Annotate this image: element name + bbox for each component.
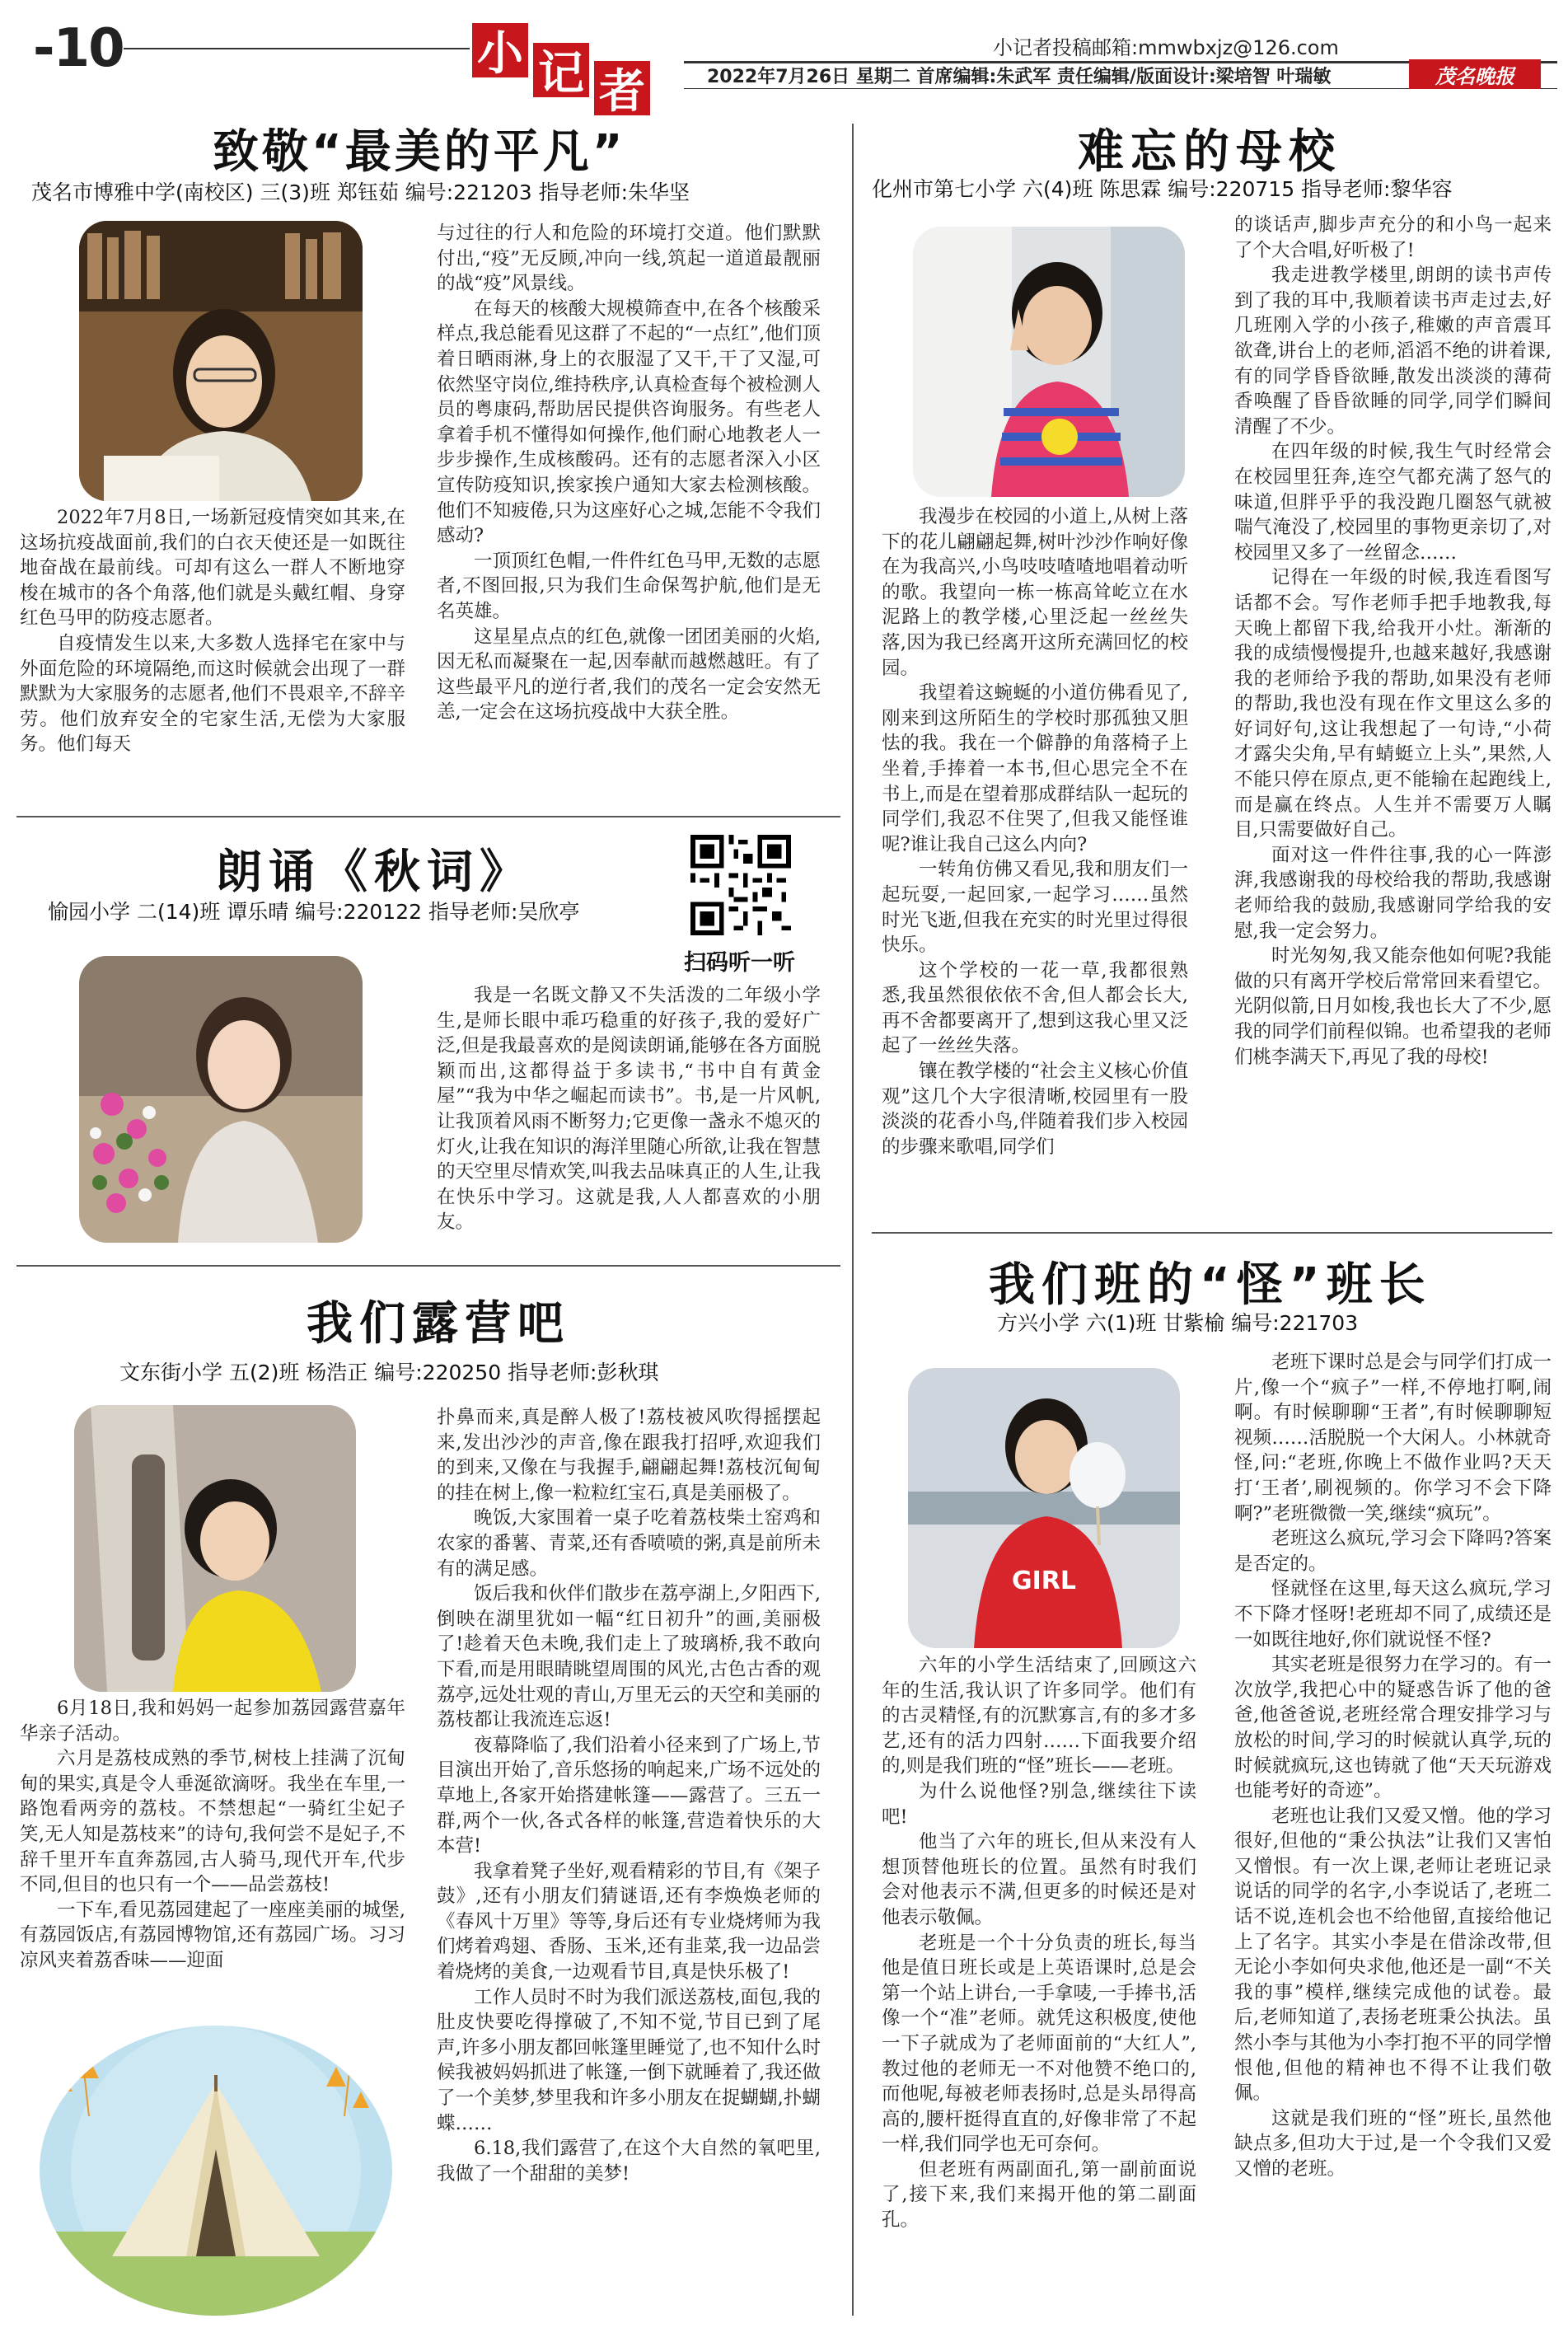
paragraph: 面对这一件件往事,我的心一阵澎湃,我感谢我的母校给我的帮助,我感谢老师给我的鼓励,我感谢同学给我的安慰,我一定会努力。 <box>1234 844 1552 942</box>
article-body-col2 <box>437 221 821 806</box>
column-char-1: 小 <box>472 23 528 77</box>
article-byline: 方兴小学 六(1)班 甘紫榆 编号:221703 <box>997 1311 1359 1335</box>
author-photo <box>908 1368 1180 1648</box>
author-photo <box>74 1405 356 1692</box>
issue-meta: 2022年7月26日 星期二 首席编辑:朱武军 责任编辑/版面设计:梁培智 叶瑞敏 <box>707 67 1332 87</box>
article-body-col1 <box>20 1696 405 2026</box>
paragraph: 一转角仿佛又看见,我和朋友们一起玩耍,一起回家,一起学习……虽然时光飞逝,但我在充实的时光里过得很快乐。 <box>882 859 1188 957</box>
paragraph: 的谈话声,脚步声充分的和小鸟一起来了个大合唱,好听极了! <box>1234 214 1552 261</box>
column-title <box>472 23 650 119</box>
paragraph: 在每天的核酸大规模筛查中,在各个核酸采样点,我总能看见这群了不起的“一点红”,他们顶着日晒雨淋,身上的衣服湿了又干,干了又湿,可依然坚守岗位,维持秩序,认真检查每个被检测人员的粤康码,帮助居民提供咨询服务。有些老人拿着手机不懂得如何操作,他们耐心地教老人一步步操作,生成核酸码。还有的志愿者深入小区宣传防疫知识,挨家挨户通知大家去检测核酸。他们不知疲倦,只为这座好心之城,怎能不令我们感动? <box>437 297 821 547</box>
article-byline: 愉园小学 二(14)班 谭乐晴 编号:220122 指导老师:吴欣亭 <box>48 900 580 924</box>
author-photo <box>79 221 363 501</box>
paragraph: 晚饭,大家围着一桌子吃着荔枝柴土窑鸡和农家的番薯、青菜,还有香喷喷的粥,真是前所未有的满足感。 <box>437 1507 821 1580</box>
paragraph: 2022年7月8日,一场新冠疫情突如其来,在这场抗疫战面前,我们的白衣天使还是一如既往地奋战在最前线。可却有这么一群人不断地穿梭在城市的各个角落,他们就是头戴红帽、身穿红色马甲的防疫志愿者。 <box>20 507 405 630</box>
paragraph: 这个学校的一花一草,我都很熟悉,我虽然很依依不舍,但人都会长大,再不舍都要离开了,想到这我心里又泛起了一丝丝失落。 <box>882 959 1188 1057</box>
paragraph: 六年的小学生活结束了,回顾这六年的生活,我认识了许多同学。他们有的古灵精怪,有的沉默寡言,有的多才多艺,还有的活力四射……下面我要介绍的,则是我们班的“怪”班长——老班。 <box>882 1655 1196 1778</box>
column-divider <box>852 124 854 2316</box>
paragraph: 6月18日,我和妈妈一起参加荔园露营嘉年华亲子活动。 <box>20 1698 405 1745</box>
paragraph: 一顶顶红色帽,一件件红色马甲,无数的志愿者,不图回报,只为我们生命保驾护航,他们是无名英雄。 <box>437 550 821 622</box>
submission-email: 小记者投稿邮箱:mmwbxjz@126.com <box>993 36 1339 59</box>
article-title: 我们露营吧 <box>307 1297 570 1351</box>
article-body-col2 <box>1234 213 1552 1226</box>
paragraph: 我漫步在校园的小道上,从树上落下的花儿翩翩起舞,树叶沙沙作响好像在为我高兴,小鸟吱吱喳喳地唱着动听的歌。我望向一栋一栋高耸屹立在水泥路上的教学楼,心里泛起一丝丝失落,因为我已经离开这所充满回忆的校园。 <box>882 506 1188 679</box>
paragraph: 老班也让我们又爱又憎。他的学习很好,但他的“秉公执法”让我们又害怕又憎恨。有一次上课,老师让老班记录说话的同学的名字,小李说话了,老班二话不说,连机会也不给他留,直接给他记上了名字。其实小李是在借涂改带,但无论小李如何央求他,他还是一副“不关我的事”模样,继续完成他的试卷。最后,老师知道了,表扬老班秉公执法。虽然小李与其他为小李打抱不平的同学憎恨他,但他的精神也不得不让我们敬佩。 <box>1234 1805 1552 2105</box>
article-body-col1 <box>20 505 405 810</box>
paragraph: 这就是我们班的“怪”班长,虽然他缺点多,但功大于过,是一个令我们又爱又憎的老班。 <box>1234 2107 1552 2180</box>
article-title: 朗诵《秋词》 <box>216 845 532 899</box>
section-divider <box>16 1265 840 1267</box>
paragraph: 老班这么疯玩,学习会下降吗?答案是否定的。 <box>1234 1528 1552 1575</box>
paragraph: 但老班有两副面孔,第一副前面说了,接下来,我们来揭开他的第二副面孔。 <box>882 2158 1196 2232</box>
qr-label: 扫码听一听 <box>684 950 795 976</box>
paragraph: 时光匆匆,我又能奈他如何呢?我能做的只有离开学校后常常回来看望它。光阴似箭,日月如梭,我也长大了不少,愿我的同学们前程似锦。也希望我的老师们桃李满天下,再见了我的母校! <box>1234 945 1552 1068</box>
svg-text:GIRL: GIRL <box>1012 1567 1077 1595</box>
column-char-3: 者 <box>594 61 650 115</box>
newspaper-logo: 茂名晚报 <box>1409 59 1541 89</box>
author-photo <box>79 956 363 1243</box>
paragraph: 我走进教学楼里,朗朗的读书声传到了我的耳中,我顺着读书声走过去,好几班刚入学的小孩子,稚嫩的声音震耳欲聋,讲台上的老师,滔滔不绝的讲着课,有的同学昏昏欲睡,散发出淡淡的薄荷香唤醒了昏昏欲睡的同学,同学们瞬间清醒了不少。 <box>1234 265 1552 438</box>
paragraph: 其实老班是很努力在学习的。有一次放学,我把心中的疑惑告诉了他的爸爸,他爸爸说,老班经常合理安排学习与放松的时间,学习的时候就认真学,玩的时候就疯玩,这也铸就了他“天天玩游戏也能考好的奇迹”。 <box>1234 1654 1552 1802</box>
paragraph: 这星星点点的红色,就像一团团美丽的火焰,因无私而凝聚在一起,因奉献而越燃越旺。有了这些最平凡的逆行者,我们的茂名一定会安然无恙,一定会在这场抗疫战中大获全胜。 <box>437 625 821 724</box>
paragraph: 在四年级的时候,我生气时经常会在校园里狂奔,连空气都充满了怒气的味道,但胖乎乎的我没跑几圈怒气就被喘气淹没了,校园里的事物更亲切了,对校园里又多了一丝留念…… <box>1234 441 1552 564</box>
paragraph: 饭后我和伙伴们散步在荔亭湖上,夕阳西下,倒映在湖里犹如一幅“红日初升”的画,美丽极了!趁着天色未晚,我们走上了玻璃桥,我不敢向下看,而是用眼睛眺望周围的风光,古色古香的观荔亭,远处壮观的青山,万里无云的天空和美丽的荔枝都让我流连忘返! <box>437 1583 821 1731</box>
paragraph: 记得在一年级的时候,我连看图写话都不会。写作老师手把手地教我,每天晚上都留下我,给我开小灶。渐渐的我的成绩慢慢提升,也越来越好,我感谢我的老师给予我的帮助,如果没有老师的帮助,我也没有现在作文里这么多的好词好句,这让我想起了一句诗,“小荷才露尖尖角,早有蜻蜓立上头”,果然,人不能只停在原点,更不能输在起跑线上,而是赢在终点。人生并不需要万人瞩目,只需要做好自己。 <box>1234 567 1552 841</box>
paragraph: 扑鼻而来,真是醉人极了!荔枝被风吹得摇摆起来,发出沙沙的声音,像在跟我打招呼,欢迎我们的到来,又像在与我握手,翩翩起舞!荔枝沉甸甸的挂在树上,像一粒粒红宝石,真是美丽极了。 <box>437 1407 821 1504</box>
paragraph: 与过往的行人和危险的环境打交道。他们默默付出,“疫”无反顾,冲向一线,筑起一道道最靓丽的战“疫”风景线。 <box>437 222 821 295</box>
paragraph: 他当了六年的班长,但从来没有人想顶替他班长的位置。虽然有时我们会对他表示不满,但更多的时候还是对他表示敬佩。 <box>882 1831 1196 1928</box>
page-number: -10 <box>33 18 124 79</box>
camping-illustration <box>40 2026 392 2316</box>
paragraph: 怪就怪在这里,每天这么疯玩,学习不下降才怪呀!老班却不同了,成绩还是一如既往地好,你们就说怪不怪? <box>1234 1578 1552 1651</box>
paragraph: 镶在教学楼的“社会主义核心价值观”这几个大字很清晰,校园里有一股淡淡的花香小鸟,伴随着我们步入校园的步骤来歌唱,同学们 <box>882 1061 1188 1158</box>
paragraph: 工作人员时不时为我们派送荔枝,面包,我的肚皮快要吃得撑破了,不知不觉,节目已到了尾声,许多小朋友都回帐篷里睡觉了,也不知什么时候我被妈妈抓进了帐篷,一倒下就睡着了,我还做了一个美梦,梦里我和许多小朋友在捉蝴蝴,扑蝴蝶…… <box>437 1986 821 2134</box>
article-body-col1 <box>882 1653 1196 2312</box>
header-rule <box>124 48 470 49</box>
article-byline: 茂名市博雅中学(南校区) 三(3)班 郑钰茹 编号:221203 指导老师:朱华坚 <box>31 180 690 204</box>
article-title: 我们班的“怪”班长 <box>989 1258 1432 1312</box>
paragraph: 我望着这蜿蜒的小道仿佛看见了,刚来到这所陌生的学校时那孤独又胆怯的我。我在一个僻静的角落椅子上坐着,手捧着一本书,但心思完全不在书上,而是在望着那成群结队一起玩的同学们,我忍不住哭了,但我又能怪谁呢?谁让我自己这么内向? <box>882 682 1188 855</box>
section-divider <box>872 1232 1552 1234</box>
article-body-col2 <box>1234 1350 1552 2314</box>
article-title: 致敬“最美的平凡” <box>213 125 626 179</box>
paragraph: 老班是一个十分负责的班长,每当他是值日班长或是上英语课时,总是会第一个站上讲台,一手拿唛,一手捧书,活像一个“准”老师。就凭这积极度,使他一下子就成为了老师面前的“大红人”,教过他的老师无一不对他赞不绝口的,而他呢,每被老师表扬时,总是头昂得高高的,腰杆挺得直直的,好像非常了不起一样,我们同学也无可奈何。 <box>882 1932 1196 2156</box>
paragraph: 为什么说他怪?别急,继续往下读吧! <box>882 1780 1196 1828</box>
article-body-col1 <box>882 504 1188 1221</box>
section-divider <box>16 816 840 817</box>
paragraph: 六月是荔枝成熟的季节,树枝上挂满了沉甸甸的果实,真是令人垂涎欲滴呀。我坐在车里,一路饱看两旁的荔枝。不禁想起“一骑红尘妃子笑,无人知是荔枝来”的诗句,我何尝不是妃子,不辞千里开车直奔荔园,古人骑马,现代开车,代步不同,但目的也只有一个——品尝荔枝! <box>20 1748 405 1896</box>
paragraph: 我拿着凳子坐好,观看精彩的节目,有《架子鼓》,还有小朋友们猜谜语,还有李焕焕老师的《春风十万里》等等,身后还有专业烧烤师为我们烤着鸡翅、香肠、玉米,还有韭菜,我一边品尝着烧烤的美食,一边观看节目,真是快乐极了! <box>437 1860 821 1984</box>
article-body <box>437 983 821 1260</box>
paragraph: 我是一名既文静又不失活泼的二年级小学生,是师长眼中乖巧稳重的好孩子,我的爱好广泛,但是我最喜欢的是阅读朗诵,能够在各方面脱颖而出,这都得益于多读书,“书中自有黄金屋”“我为中华之崛起而读书”。书,是一片风帆,让我顶着风雨不断努力;它更像一盏永不熄灭的灯火,让我在知识的海洋里随心所欲,让我在智慧的天空里尽情欢笑,叫我去品味真正的人生,让我在快乐中学习。这就是我,人人都喜欢的小朋友。 <box>437 985 821 1234</box>
article-title: 难忘的母校 <box>1078 125 1341 179</box>
paragraph: 老班下课时总是会与同学们打成一片,像一个“疯子”一样,不停地打啊,闹啊。有时候聊聊“王者”,有时候聊聊短视频……活脱脱一个大闲人。小林就奇怪,问:“老班,你晚上不做作业吗?天天打‘王者’,刷视频的。你学习不会下降啊?”老班微微一笑,继续“疯玩”。 <box>1234 1351 1552 1525</box>
paragraph: 自疫情发生以来,大多数人选择宅在家中与外面危险的环境隔绝,而这时候就会出现了一群默默为大家服务的志愿者,他们不畏艰辛,不辞辛劳。他们放弃安全的宅家生活,无偿为大家服务。他们每天 <box>20 632 405 756</box>
author-photo <box>913 227 1185 497</box>
column-char-2: 记 <box>533 43 589 97</box>
article-body-col2 <box>437 1405 821 2312</box>
page-header <box>0 0 1568 119</box>
qr-code[interactable] <box>690 835 791 935</box>
paragraph: 6.18,我们露营了,在这个大自然的氧吧里,我做了一个甜甜的美梦! <box>437 2138 821 2185</box>
article-byline: 化州市第七小学 六(4)班 陈思霖 编号:220715 指导老师:黎华容 <box>872 177 1453 201</box>
article-byline: 文东街小学 五(2)班 杨浩正 编号:220250 指导老师:彭秋琪 <box>119 1361 659 1384</box>
paragraph: 一下车,看见荔园建起了一座座美丽的城堡,有荔园饭店,有荔园博物馆,还有荔园广场。习习凉风夹着荔香味——迎面 <box>20 1899 405 1971</box>
paragraph: 夜幕降临了,我们沿着小径来到了广场上,节目演出开始了,音乐悠扬的响起来,广场不远处的草地上,各家开始搭建帐篷——露营了。三五一群,两个一伙,各式各样的帐篷,营造着快乐的大本营! <box>437 1734 821 1857</box>
